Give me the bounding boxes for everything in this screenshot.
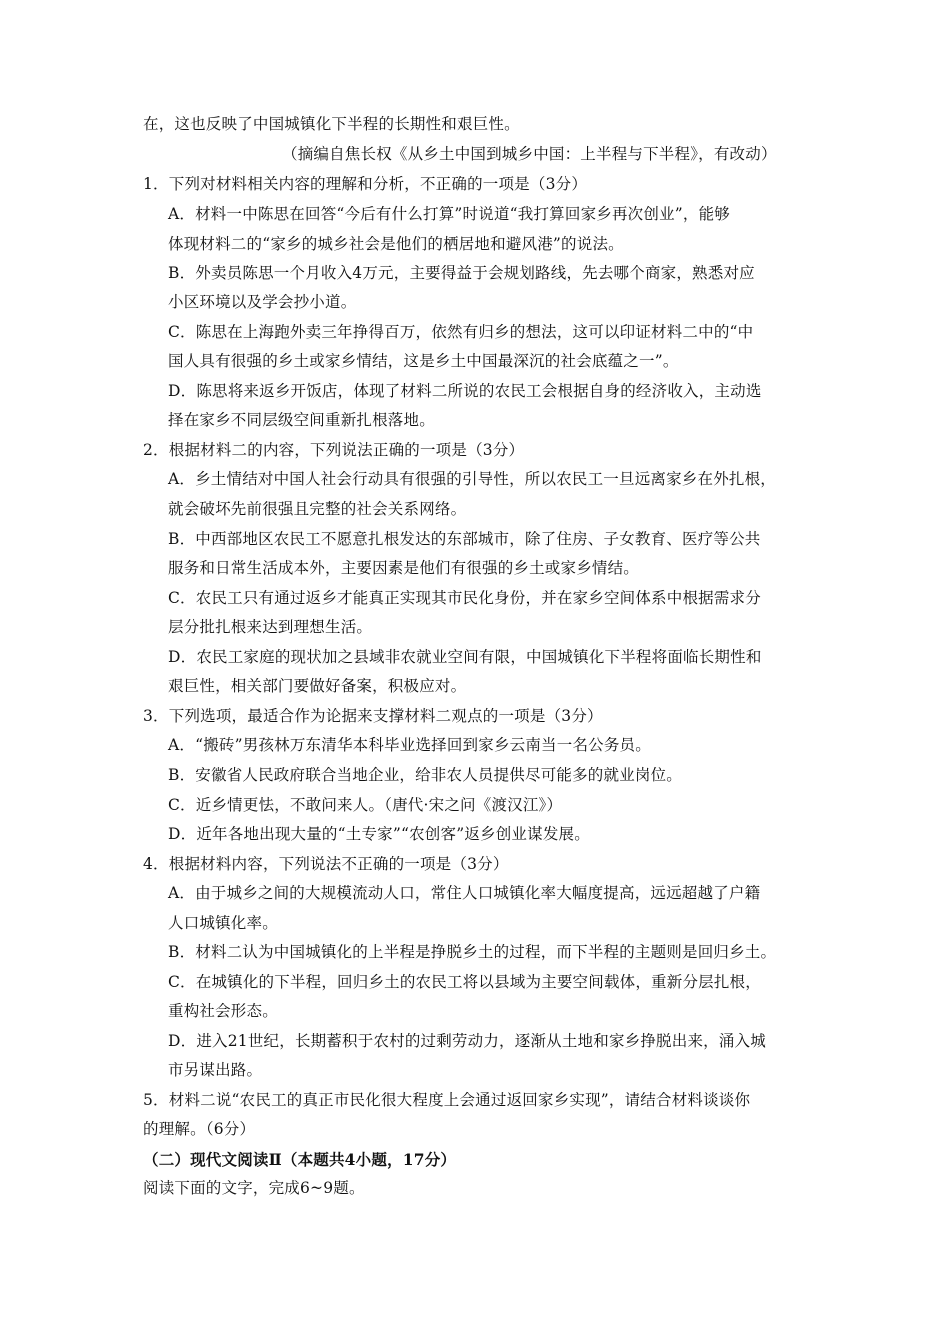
question-2-option-c-line-1: C．农民工只有通过返乡才能真正实现其市民化身份，并在家乡空间体系中根据需求分 <box>168 589 761 607</box>
question-1-option-c-line-2: 国人具有很强的乡土或家乡情结，这是乡土中国最深沉的社会底蕴之一”。 <box>168 352 679 370</box>
question-4-stem: 4．根据材料内容，下列说法不正确的一项是（3分） <box>143 855 509 873</box>
question-4-option-c-line-2: 重构社会形态。 <box>168 1002 278 1020</box>
question-4-option-b: B．材料二认为中国城镇化的上半程是挣脱乡土的过程，而下半程的主题则是回归乡土。 <box>168 943 777 961</box>
question-5-stem-line-2: 的理解。（6分） <box>143 1120 256 1138</box>
question-3-option-c: C．近乡情更怯，不敢问来人。（唐代·宋之问《渡汉江》） <box>168 796 563 814</box>
question-3-option-a: A．“搬砖”男孩林万东清华本科毕业选择回到家乡云南当一名公务员。 <box>168 736 651 754</box>
question-1-option-b-line-2: 小区环境以及学会抄小道。 <box>168 293 357 311</box>
question-5-stem-line-1: 5．材料二说“农民工的真正市民化很大程度上会通过返回家乡实现”，请结合材料谈谈你 <box>143 1091 751 1109</box>
question-1-stem: 1．下列对材料相关内容的理解和分析，不正确的一项是（3分） <box>143 175 588 193</box>
question-2-option-c-line-2: 层分批扎根来达到理想生活。 <box>168 618 373 636</box>
passage-tail-text: 在，这也反映了中国城镇化下半程的长期性和艰巨性。 <box>143 115 520 133</box>
question-1-option-b-line-1: B．外卖员陈思一个月收入4万元，主要得益于会规划路线，先去哪个商家，熟悉对应 <box>168 264 755 282</box>
question-1-option-d-line-2: 择在家乡不同层级空间重新扎根落地。 <box>168 411 435 429</box>
question-2-option-d-line-1: D．农民工家庭的现状加之县域非农就业空间有限，中国城镇化下半程将面临长期性和 <box>168 648 762 666</box>
section-instruction: 阅读下面的文字，完成6~9题。 <box>143 1179 365 1197</box>
question-1-option-d-line-1: D．陈思将来返乡开饭店，体现了材料二所说的农民工会根据自身的经济收入，主动选 <box>168 382 762 400</box>
question-1-option-a-line-2: 体现材料二的“家乡的城乡社会是他们的栖居地和避风港”的说法。 <box>168 235 624 253</box>
question-1-option-c-line-1: C．陈思在上海跑外卖三年挣得百万，依然有归乡的想法，这可以印证材料二中的“中 <box>168 323 754 341</box>
question-3-stem: 3．下列选项，最适合作为论据来支撑材料二观点的一项是（3分） <box>143 707 603 725</box>
question-2-option-a-line-2: 就会破坏先前很强且完整的社会关系网络。 <box>168 500 467 518</box>
question-2-option-a-line-1: A．乡土情结对中国人社会行动具有很强的引导性，所以农民工一旦远离家乡在外扎根， <box>168 470 776 488</box>
question-1-option-a-line-1: A．材料一中陈思在回答“今后有什么打算”时说道“我打算回家乡再次创业”，能够 <box>168 205 730 223</box>
question-4-option-c-line-1: C．在城镇化的下半程，回归乡土的农民工将以县域为主要空间载体，重新分层扎根， <box>168 973 761 991</box>
question-4-option-a-line-2: 人口城镇化率。 <box>168 914 278 932</box>
question-4-option-d-line-2: 市另谋出路。 <box>168 1061 263 1079</box>
section-heading: （二）现代文阅读Ⅱ（本题共4小题，17分） <box>143 1150 457 1169</box>
question-4-option-d-line-1: D．进入21世纪，长期蓄积于农村的过剩劳动力，逐渐从土地和家乡挣脱出来，涌入城 <box>168 1032 766 1050</box>
question-4-option-a-line-1: A．由于城乡之间的大规模流动人口，常住人口城镇化率大幅度提高，远远超越了户籍 <box>168 884 761 902</box>
question-3-option-d: D．近年各地出现大量的“土专家”“农创客”返乡创业谋发展。 <box>168 825 590 843</box>
question-3-option-b: B．安徽省人民政府联合当地企业，给非农人员提供尽可能多的就业岗位。 <box>168 766 682 784</box>
source-citation: （摘编自焦长权《从乡土中国到城乡中国：上半程与下半程》，有改动） <box>282 145 777 163</box>
question-2-option-d-line-2: 艰巨性，相关部门要做好备案，积极应对。 <box>168 677 467 695</box>
question-2-option-b-line-2: 服务和日常生活成本外，主要因素是他们有很强的乡土或家乡情结。 <box>168 559 640 577</box>
question-2-stem: 2．根据材料二的内容，下列说法正确的一项是（3分） <box>143 441 525 459</box>
question-2-option-b-line-1: B．中西部地区农民工不愿意扎根发达的东部城市，除了住房、子女教育、医疗等公共 <box>168 530 761 548</box>
